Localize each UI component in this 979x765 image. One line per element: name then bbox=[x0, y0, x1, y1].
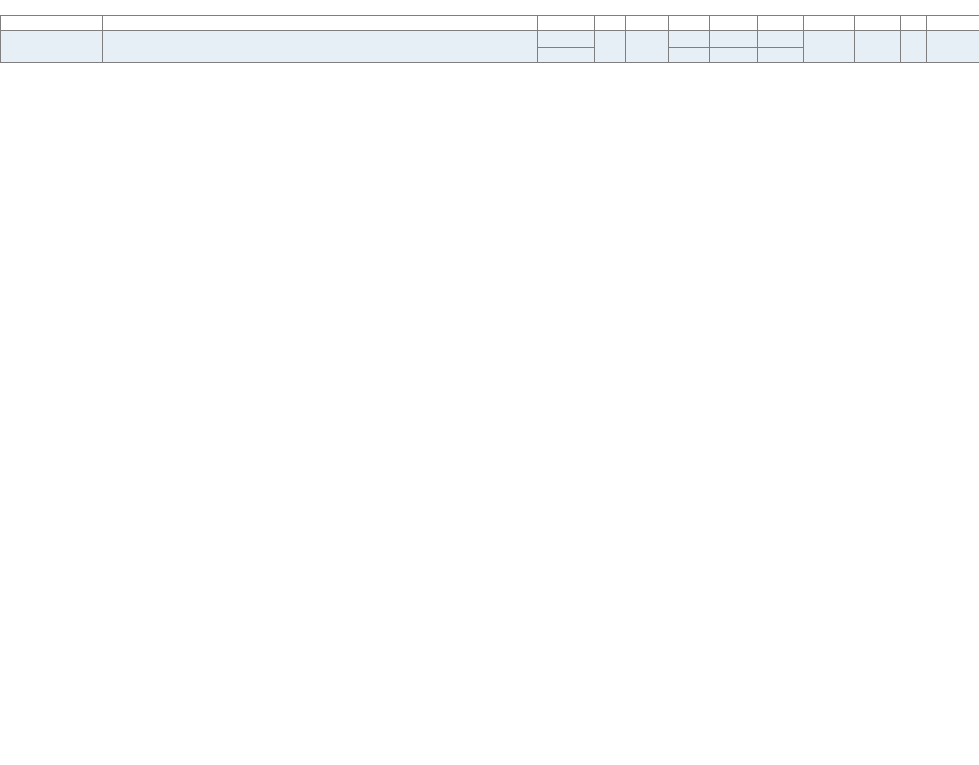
total-63 bbox=[595, 31, 626, 63]
total-67 bbox=[758, 31, 804, 63]
header-68 bbox=[804, 16, 855, 31]
total-70 bbox=[901, 31, 927, 63]
header-70 bbox=[901, 16, 927, 31]
header-row bbox=[1, 16, 979, 31]
header-64 bbox=[626, 16, 669, 31]
section-caption bbox=[0, 0, 979, 15]
total-64 bbox=[626, 31, 669, 63]
specimen-table bbox=[0, 15, 979, 63]
header-65 bbox=[669, 16, 710, 31]
total-65 bbox=[669, 31, 710, 63]
total-68 bbox=[804, 31, 855, 63]
header-66 bbox=[710, 16, 758, 31]
total-66 bbox=[710, 31, 758, 63]
total-69 bbox=[855, 31, 901, 63]
total-grade bbox=[538, 31, 595, 63]
total-total bbox=[927, 31, 979, 63]
total-desc bbox=[103, 31, 538, 63]
header-63 bbox=[595, 16, 626, 31]
header-desc bbox=[103, 16, 538, 31]
header-total bbox=[927, 16, 979, 31]
header-69 bbox=[855, 16, 901, 31]
header-pcgs bbox=[1, 16, 103, 31]
total-label bbox=[1, 31, 103, 63]
header-grade bbox=[538, 16, 595, 31]
total-row bbox=[1, 31, 979, 63]
header-67 bbox=[758, 16, 804, 31]
